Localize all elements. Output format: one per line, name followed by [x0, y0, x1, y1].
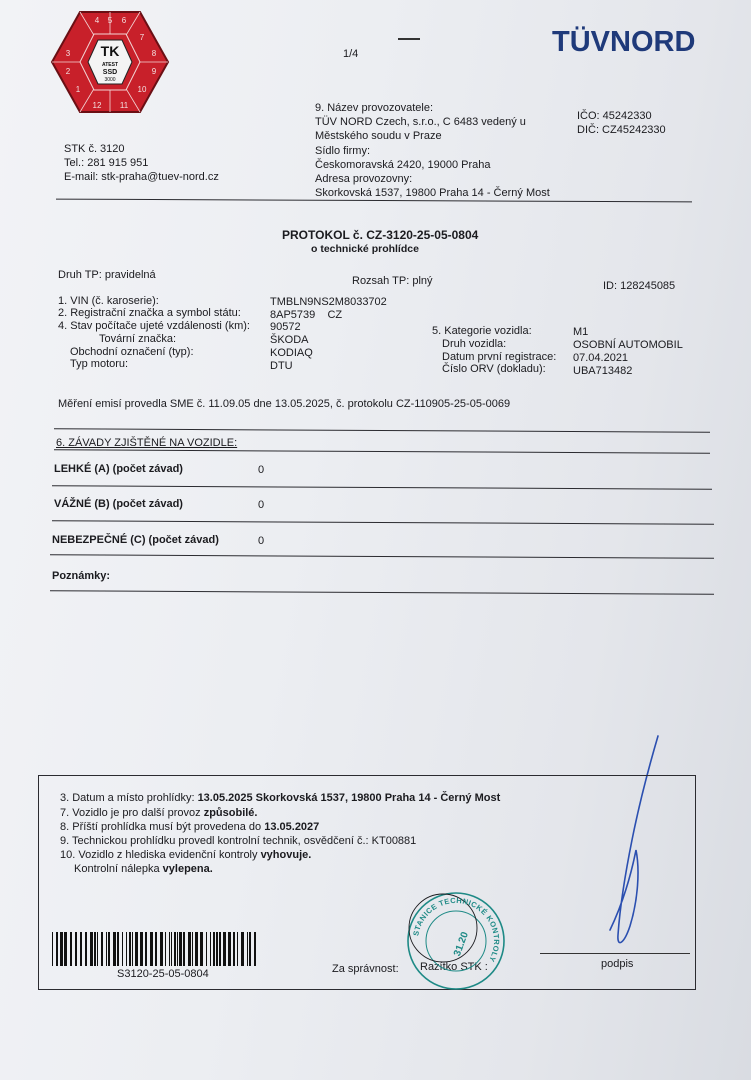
logo-digit: 7: [139, 33, 145, 42]
engine-value: DTU: [270, 360, 293, 372]
odometer-value: 90572: [270, 321, 301, 333]
logo-number-text: 3000: [104, 77, 116, 83]
emissions-note: Měření emisí provedla SME č. 11.09.05 dne 13.05.2025, č. protokolu CZ-110905-25-05-0069: [58, 398, 511, 410]
logo-digit: 10: [137, 85, 147, 94]
logo-digit: 3: [65, 49, 71, 58]
model-label: Obchodní označení (typ):: [70, 346, 194, 358]
fold-mark: [398, 38, 420, 40]
notes-divider: [50, 590, 714, 594]
orv-label: Číslo ORV (dokladu):: [442, 363, 546, 375]
operator-line2: Městského soudu v Praze: [315, 130, 442, 142]
registration-check: [60, 849, 311, 861]
defects-serious-count: 0: [258, 499, 265, 511]
defects-divider: [52, 485, 712, 489]
logo-digit: 1: [75, 85, 81, 94]
signature-line: [540, 953, 690, 954]
inspection-date-label: 3. Datum a místo prohlídky:: [60, 792, 198, 804]
vehicle-kind-label: Druh vozidla:: [442, 338, 507, 350]
stamp-label: Razítko STK :: [420, 961, 488, 973]
logo-digit: 2: [65, 67, 71, 76]
inspection-type: Druh TP: pravidelná: [58, 269, 156, 281]
make-label: Tovární značka:: [99, 333, 177, 345]
station-phone: Tel.: 281 915 951: [64, 157, 149, 169]
defects-divider: [52, 520, 714, 524]
registration-label: 2. Registrační značka a symbol státu:: [58, 307, 241, 319]
stamp-center-text: 31.20: [452, 930, 471, 958]
model-value: KODIAQ: [270, 347, 313, 359]
defects-light-label: LEHKÉ (A) (počet závad): [54, 463, 183, 475]
sticker-status: [74, 863, 213, 875]
registration-value: 8AP5739 CZ: [270, 309, 343, 321]
vin-label: 1. VIN (č. karoserie):: [58, 295, 159, 307]
operator-line1: TÜV NORD Czech, s.r.o., C 6483 vedený u: [315, 116, 526, 128]
inspection-date-place: [60, 792, 500, 804]
logo-digit: 4: [94, 16, 100, 25]
header-divider: [56, 199, 692, 203]
operator-site-label: Adresa provozovny:: [315, 173, 413, 185]
notes-label: Poznámky:: [52, 570, 111, 582]
orv-value: UBA713482: [573, 365, 633, 377]
correctness-label: Za správnost:: [332, 963, 399, 975]
logo-digit: 9: [151, 67, 157, 76]
logo-atest-text: ATEST: [101, 62, 119, 68]
next-inspection: [60, 821, 319, 833]
barcode-text: S3120-25-05-0804: [117, 968, 209, 980]
registration-check-label: 10. Vozidlo z hlediska evidenční kontroly: [60, 849, 261, 861]
engine-label: Typ motoru:: [70, 358, 129, 370]
roadworthiness-label: 7. Vozidlo je pro další provoz: [60, 807, 204, 819]
barcode: [52, 932, 260, 966]
defects-heading-divider: [54, 449, 710, 453]
sticker-status-label: Kontrolní nálepka: [74, 863, 163, 875]
defects-light-count: 0: [258, 464, 265, 476]
odometer-label: 4. Stav počítače ujeté vzdálenosti (km):: [58, 320, 250, 332]
category-value: M1: [573, 326, 589, 338]
inspection-date-value: 13.05.2025 Skorkovská 1537, 19800 Praha 14 - Černý Most: [197, 792, 501, 804]
protocol-title: PROTOKOL č. CZ-3120-25-05-0804: [282, 228, 479, 242]
operator-site: Skorkovská 1537, 19800 Praha 14 - Černý Most: [315, 187, 550, 199]
operator-seat-label: Sídlo firmy:: [315, 145, 371, 157]
first-registration-value: 07.04.2021: [573, 352, 629, 364]
category-label: 5. Kategorie vozidla:: [432, 325, 532, 337]
station-number: STK č. 3120: [64, 143, 125, 155]
make-value: ŠKODA: [270, 334, 309, 346]
logo-digit: 12: [92, 101, 102, 110]
logo-digit: 6: [121, 16, 127, 25]
roadworthiness: [60, 807, 257, 819]
dic: DIČ: CZ45242330: [577, 124, 666, 136]
ico: IČO: 45242330: [577, 110, 652, 122]
next-inspection-label: 8. Příští prohlídka musí být provedena do: [60, 821, 265, 833]
logo-digit: 8: [151, 49, 157, 58]
barcode-gap: [256, 932, 258, 966]
defects-heading: 6. ZÁVADY ZJIŠTĚNÉ NA VOZIDLE:: [56, 437, 238, 449]
page-number: 1/4: [343, 48, 359, 60]
operator-title: 9. Název provozovatele:: [315, 102, 434, 114]
defects-divider-top: [54, 428, 710, 432]
sticker-status-value: vylepena.: [162, 863, 213, 875]
registration-check-value: vyhovuje.: [260, 849, 312, 861]
protocol-id: ID: 128245085: [603, 280, 676, 292]
vin-value: TMBLN9NS2M8033702: [270, 296, 387, 308]
logo-digit: 5: [107, 16, 113, 25]
logo-digit: 11: [119, 101, 129, 110]
next-inspection-value: 13.05.2027: [264, 821, 320, 833]
vehicle-kind-value: OSOBNÍ AUTOMOBIL: [573, 339, 683, 351]
tuv-nord-logo: TÜVNORD: [552, 26, 696, 58]
stamp-ring-text: STANICE TECHNICKÉ KONTROLY: [411, 895, 502, 964]
protocol-subtitle: o technické prohlídce: [311, 243, 419, 255]
defects-dangerous-label: NEBEZPEČNÉ (C) (počet závad): [52, 534, 219, 546]
defects-serious-label: VÁŽNÉ (B) (počet závad): [54, 498, 183, 510]
defects-dangerous-count: 0: [258, 535, 265, 547]
logo-tk-text: TK: [100, 43, 120, 59]
first-registration-label: Datum první registrace:: [442, 351, 557, 363]
technician-certificate: 9. Technickou prohlídku provedl kontrolní technik, osvědčení č.: KT00881: [60, 835, 417, 847]
logo-ssd-text: SSD: [102, 69, 118, 76]
stk-stamp: [405, 890, 507, 992]
operator-seat: Českomoravská 2420, 19000 Praha: [315, 159, 491, 171]
signature-label: podpis: [601, 958, 634, 970]
inspection-scope: Rozsah TP: plný: [352, 275, 433, 287]
station-email: E-mail: stk-praha@tuev-nord.cz: [64, 171, 219, 183]
defects-divider: [50, 554, 714, 558]
stk-station-logo: [50, 10, 170, 114]
roadworthiness-value: způsobilé.: [203, 807, 258, 819]
